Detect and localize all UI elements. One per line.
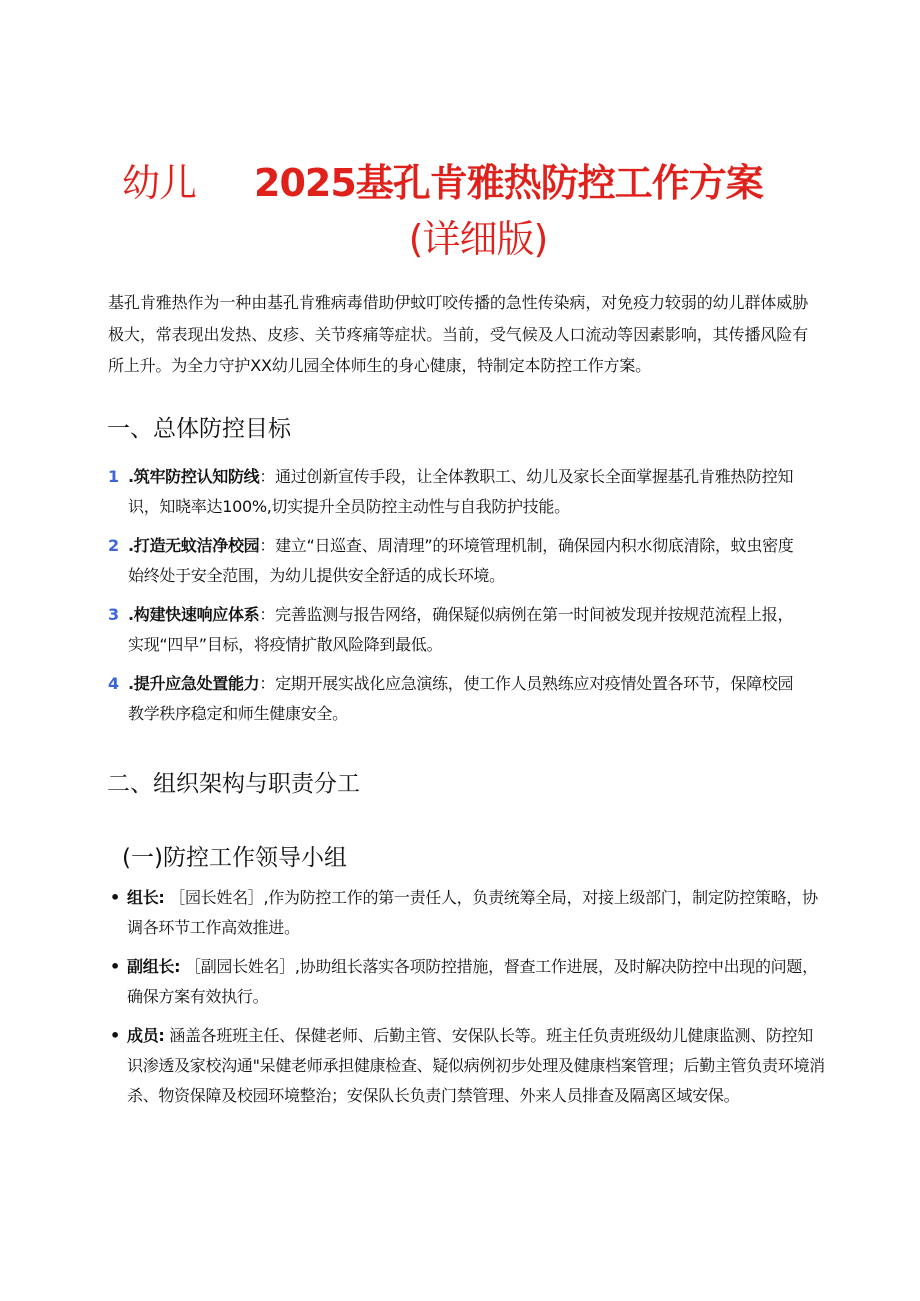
list-number: 1 [108,467,119,486]
item-lead: 构建快速响应体系 [133,605,260,624]
document-title [120,152,820,208]
list-item: 2 .打造无蚊洁净校园：建立“日巡查、周清理”的环境管理机制，确保园内积水彻底清除，蚊虫密度始终处于安全范围，为幼儿提供安全舒适的成长环境。 [108,531,808,591]
item-text: ：建立“日巡查、周清理”的环境管理机制，确保园内积水彻底清除，蚊虫密度始终处于安全范围，为幼儿提供安全舒适的成长环境。 [128,536,794,585]
item-text: 涵盖各班班主任、保健老师、后勤主管、安保队长等。班主任负责班级幼儿健康监测、防控知识渗透及家校沟通"呆健老师承担健康检查、疑似病例初步处理及健康档案管理；后勤主管负责环境消杀、物资保障及校园环境整治；安保队长负责门禁管理、外来人员排查及隔离区域安保。 [127,1026,825,1105]
list-number: 4 [108,674,119,693]
bullet-icon: • [110,1026,120,1045]
goals-list [108,462,808,738]
bullet-icon: • [110,957,120,976]
item-text: ：通过创新宣传手段，让全体教职工、幼儿及家长全面掌握基孔肯雅热防控知识，知晓率达100%,切实提升全员防控主动性与自我防护技能。 [128,467,794,516]
intro-paragraph: 基孔肯雅热作为一种由基孔肯雅病毒借助伊蚊叮咬传播的急性传染病，对免疫力较弱的幼儿群体威胁极大，常表现出发热、皮疹、关节疼痛等症状。当前，受气候及人口流动等因素影响，其传播风险有所上升。为全力守护XX幼儿园全体师生的身心健康，特制定本防控工作方案。 [108,293,808,375]
title-prefix: 幼儿 [122,161,197,205]
leadership-list [108,883,828,1120]
subsection-heading-leadership: (一)防控工作领导小组 [122,845,347,871]
item-lead: 打造无蚊洁净校园 [133,536,260,555]
item-text: ：完善监测与报告网络，确保疑似病例在第一时间被发现并按规范流程上报，实现“四早”目标，将疫情扩散风险降到最低。 [128,605,794,654]
list-item [108,952,828,1012]
title-main: 2025基孔肯雅热防控工作方案 [254,161,763,205]
list-item [108,883,828,943]
item-text: ：定期开展实战化应急演练，使工作人员熟练应对疫情处置各环节，保障校园教学秩序稳定和师生健康安全。 [128,674,794,723]
bullet-icon: • [110,888,120,907]
list-item: 1 .筑牢防控认知防线：通过创新宣传手段，让全体教职工、幼儿及家长全面掌握基孔肯雅热防控知识，知晓率达100%,切实提升全员防控主动性与自我防护技能。 [108,462,808,522]
list-number: 3 [108,605,119,624]
document-subtitle: (详细版) [408,217,548,261]
list-item: 4 .提升应急处置能力：定期开展实战化应急演练，使工作人员熟练应对疫情处置各环节，保障校园教学秩序稳定和师生健康安全。 [108,669,808,729]
list-item [108,1021,828,1111]
item-lead: 成员: [127,1026,165,1045]
item-lead: 提升应急处置能力 [133,674,260,693]
section-heading-organization: 二、组织架构与职责分工 [107,771,360,797]
list-number: 2 [108,536,119,555]
item-lead: 筑牢防控认知防线 [133,467,260,486]
item-lead: 副组长: [127,957,181,976]
list-item: 3 .构建快速响应体系：完善监测与报告网络，确保疑似病例在第一时间被发现并按规范流程上报，实现“四早”目标，将疫情扩散风险降到最低。 [108,600,808,660]
item-text: ［副园长姓名］,协助组长落实各项防控措施，督查工作进展，及时解决防控中出现的问题，确保方案有效执行。 [127,957,818,1006]
item-text: ［园长姓名］,作为防控工作的第一责任人，负责统筹全局，对接上级部门，制定防控策略，协调各环节工作高效推进。 [127,888,818,937]
section-heading-goals: 一、总体防控目标 [107,416,291,442]
item-lead: 组长: [127,888,165,907]
